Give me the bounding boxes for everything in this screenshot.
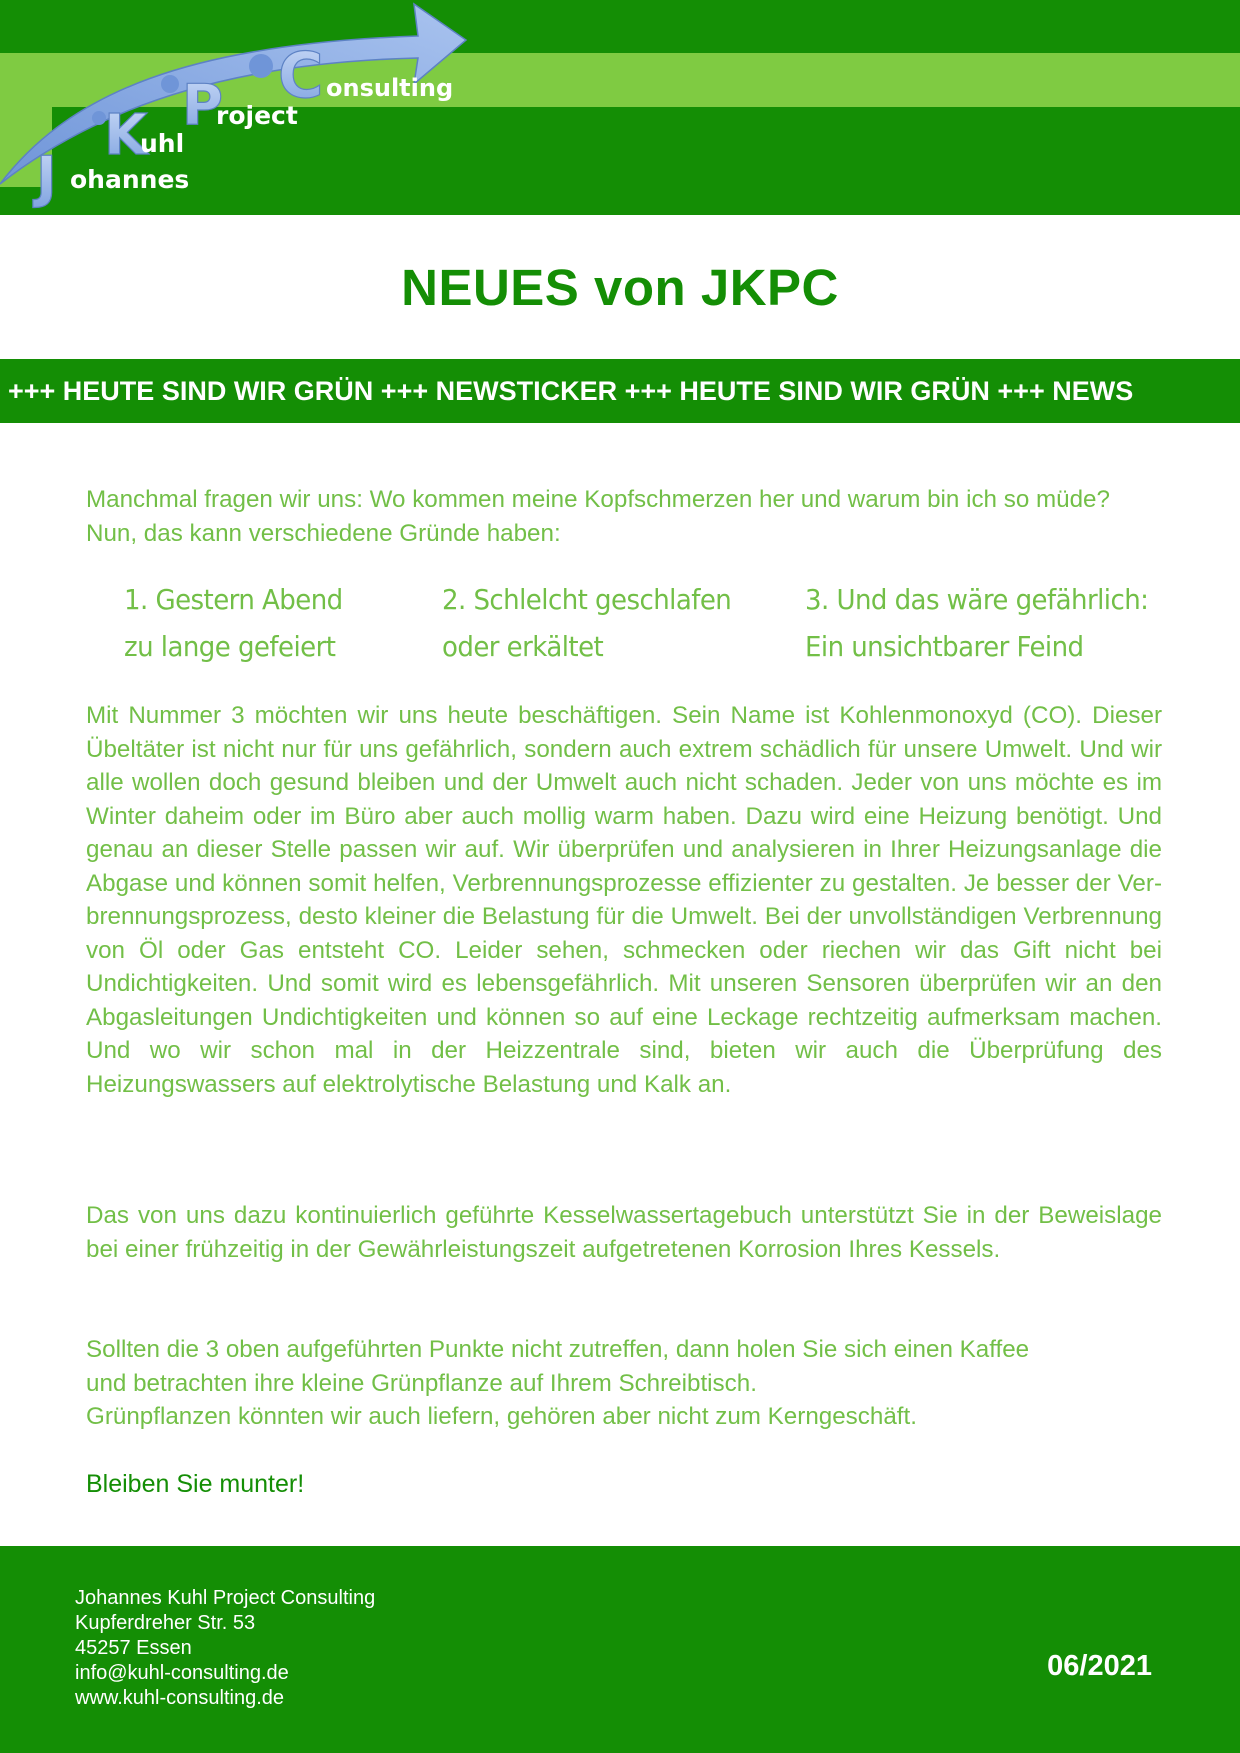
coffee-line: und betrachten ihre kleine Grünpflanze auf Ihrem Schreibtisch. [86, 1369, 757, 1397]
logo-letter-j: J [36, 145, 57, 210]
issue-number: 06/2021 [1047, 1650, 1152, 1682]
header-banner [0, 0, 1240, 215]
body-paragraph: Mit Nummer 3 möchten wir uns heute beschäftigen. Sein Name ist Kohlenmonoxyd (CO). Dieser Übeltäter ist nicht nur für uns gefährlich, sondern auch extrem schädlich für unsere Umwelt. Und wir alle wollen doch gesund bleiben und der Umwelt auch nicht schaden. Jeder von uns möchte es im Winter daheim oder im Büro aber auch mollig warm haben. Dazu wird eine Heizung benötigt. Und genau an dieser Stelle passen wir auf. Wir überprüfen und analysieren in Ihrer Heizungsanlage die Abgase und können somit helfen, Verbrennungsprozesse effizienter zu gestalten. Je besser der Verbrennungsprozess, desto kleiner die Belastung für die Umwelt. Bei der unvollständigen Verbrennung von Öl oder Gas entsteht CO. Leider sehen, schmecken oder riechen wir das Gift nicht bei Undichtigkeiten. Und somit wird es lebensgefährlich. Mit unseren Sensoren überprüfen wir an den Abgasleitungen Undichtigkeiten und können so auf eine Leckage rechtzeitig aufmerksam machen. Und wo wir schon mal in der Heizzentrale sind, bieten wir auch die Überprüfung des Heizungswassers auf elektrolytische Belastung und Kalk an. [86, 702, 1162, 1098]
footer-address [75, 1586, 375, 1711]
logo-letter-k: K [104, 103, 148, 168]
coffee-line: Grünpflanzen könnten wir auch liefern, gehören aber nicht zum Kerngeschäft. [86, 1403, 917, 1430]
logo-word-uhl: uhl [140, 129, 185, 158]
logo-dot [249, 54, 273, 78]
website-link[interactable]: www.kuhl-consulting.de [75, 1687, 284, 1709]
company-name: Johannes Kuhl Project Consulting [75, 1587, 376, 1609]
street-address: Kupferdreher Str. 53 [75, 1612, 256, 1634]
logo-dot [161, 75, 179, 93]
news-ticker-text: +++ HEUTE SIND WIR GRÜN +++ NEWSTICKER +++ HEUTE SIND WIR GRÜN +++ NEWS [8, 376, 1134, 406]
tagebuch-paragraph: Das von uns dazu kontinuierlich geführte Kesselwassertagebuch unterstützt Sie in der Beweislage bei einer frühzeitig in der Gewährleistungszeit aufgetretenen Korrosion Ihres Kessels. [86, 1202, 1162, 1263]
reason-item [805, 576, 1148, 670]
logo-word-onsulting: onsulting [326, 74, 454, 102]
page-title: NEUES von JKPC [401, 259, 839, 316]
reason-line: 3. Und das wäre gefährlich: [805, 583, 1149, 616]
reason-line: 1. Gestern Abend [124, 583, 343, 616]
coffee-paragraph [86, 1333, 1162, 1434]
reason-line: oder erkältet [442, 630, 604, 663]
logo-letter-c: C [278, 39, 324, 112]
news-ticker [0, 359, 1240, 423]
reason-line: zu lange gefeiert [124, 630, 336, 663]
reason-line: 2. Schlelcht geschlafen [442, 583, 732, 616]
closing-line: Bleiben Sie munter! [86, 1470, 305, 1498]
email-link[interactable]: info@kuhl-consulting.de [75, 1662, 289, 1684]
company-logo [0, 0, 470, 215]
reason-item [124, 576, 343, 670]
logo-word-ohannes: ohannes [70, 165, 190, 194]
reason-line: Ein unsichtbarer Feind [805, 630, 1084, 663]
city-address: 45257 Essen [75, 1637, 192, 1659]
logo-letter-p: P [182, 73, 224, 138]
footer [0, 1546, 1240, 1753]
logo-word-roject: roject [216, 101, 298, 130]
intro-paragraph: Manchmal fragen wir uns: Wo kommen meine Kopfschmerzen her und warum bin ich so müde? Nun, das kann verschiedene Gründe haben: [86, 486, 1110, 547]
coffee-line: Sollten die 3 oben aufgeführten Punkte nicht zutreffen, dann holen Sie sich einen Kaffee [86, 1336, 1030, 1363]
reason-item [442, 576, 731, 670]
